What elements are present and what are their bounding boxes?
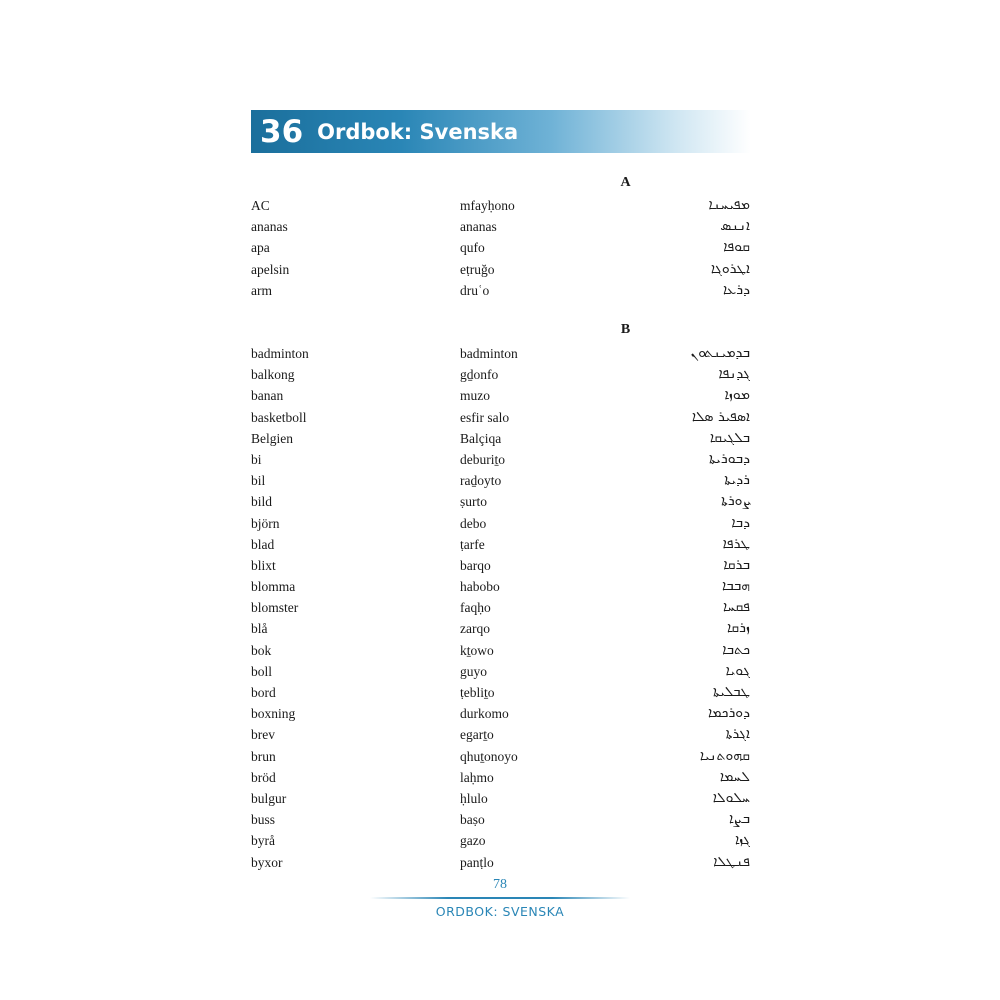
swedish-word: AC [251, 198, 270, 213]
syriac-word: ܪܕܝܬܐ [724, 472, 750, 489]
syriac-word: ܟܬܒܐ [722, 641, 750, 658]
transliteration: faqḥo [460, 600, 491, 616]
transliteration: ananas [460, 219, 497, 235]
swedish-word: bil [251, 473, 266, 489]
swedish-word: bulgur [251, 790, 287, 806]
dictionary-entry [251, 767, 750, 788]
syriac-word: ܒܪܩܐ [723, 556, 750, 573]
swedish-word: bröd [251, 769, 276, 785]
syriac-word: ܠܚܡܐ [719, 768, 750, 785]
swedish-word: björn [251, 515, 280, 531]
syriac-word: ܐܢܢܣ [720, 218, 750, 235]
swedish-word: boxning [251, 706, 296, 722]
transliteration: barqo [460, 557, 491, 573]
transliteration: zarqo [460, 621, 490, 637]
syriac-word: ܛܒܠܝܬܐ [712, 684, 750, 700]
dictionary-entry [251, 216, 750, 237]
swedish-word: bi [251, 451, 262, 467]
swedish-word: bok [251, 642, 272, 658]
swedish-word: blå [251, 621, 268, 637]
transliteration: ṣurto [460, 494, 487, 510]
section-a-entries [251, 195, 750, 301]
syriac-word: ܕܪܥܐ [722, 281, 750, 298]
dictionary-entry [251, 364, 750, 385]
transliteration: habobo [460, 579, 500, 595]
swedish-word: blomster [251, 600, 299, 616]
swedish-word: arm [251, 282, 272, 298]
transliteration: panṭlo [460, 854, 494, 870]
swedish-word: Belgien [251, 430, 293, 446]
syriac-word: ܐܓܪܬܐ [725, 726, 750, 743]
dictionary-entry [251, 640, 750, 661]
dictionary-entry [251, 682, 750, 703]
dictionary-entry [251, 852, 750, 873]
dictionary-entry [251, 703, 750, 724]
syriac-word: ܙܪܩܐ [726, 620, 750, 637]
transliteration: eṭruğo [460, 261, 495, 277]
dictionary-entry [251, 724, 750, 745]
syriac-word: ܡܘܙܐ [724, 387, 750, 404]
swedish-word: basketboll [251, 409, 307, 425]
section-b-entries [251, 343, 750, 873]
chapter-header [251, 110, 751, 153]
swedish-word: badminton [251, 346, 309, 361]
syriac-word: ܚܠܘܠܐ [712, 789, 750, 806]
syriac-word: ܩܗܘܬܢܝܐ [699, 747, 750, 764]
transliteration: gazo [460, 833, 486, 849]
syriac-word: ܐܛܪܘܓܐ [710, 260, 750, 277]
syriac-word: ܒܨܐ [729, 811, 750, 828]
dictionary-entry [251, 809, 750, 830]
transliteration: ṭarfe [460, 536, 485, 552]
dictionary-entry [251, 576, 750, 597]
dictionary-entry [251, 470, 750, 491]
dictionary-entry [251, 830, 750, 851]
syriac-word: ܓܕܢܦܐ [718, 366, 750, 383]
transliteration: gḏonfo [460, 367, 499, 383]
dictionary-entry [251, 746, 750, 767]
syriac-word: ܨܘܪܬܐ [721, 493, 750, 510]
dictionary-entry [251, 661, 750, 682]
syriac-word: ܩܘܦܐ [723, 239, 750, 256]
dictionary-entry [251, 237, 750, 258]
swedish-word: bord [251, 685, 276, 700]
transliteration: druʿo [460, 282, 490, 298]
dictionary-entry [251, 513, 750, 534]
syriac-word: ܕܒܘܪܝܬܐ [708, 450, 750, 467]
syriac-word: ܛܪܦܐ [722, 535, 750, 552]
swedish-word: blomma [251, 579, 296, 595]
transliteration: guyo [460, 663, 487, 679]
chapter-number: 36 [260, 113, 304, 150]
syriac-word: ܐܣܦܝܪ ܣܠܐ [691, 408, 750, 425]
transliteration: raḏoyto [460, 473, 502, 489]
syriac-word: ܒܠܓܝܩܐ [709, 429, 750, 446]
swedish-word: byxor [251, 854, 283, 870]
page-number: 78 [493, 877, 507, 892]
swedish-word: ananas [251, 219, 288, 235]
dictionary-entry [251, 788, 750, 809]
dictionary-entry [251, 555, 750, 576]
swedish-word: bild [251, 494, 273, 510]
dictionary-entry [251, 407, 750, 428]
transliteration: muzo [460, 388, 490, 404]
swedish-word: apa [251, 240, 270, 256]
syriac-word: ܦܩܚܐ [723, 599, 750, 616]
dictionary-entry [251, 449, 750, 470]
transliteration: qhuṯonoyo [460, 748, 518, 764]
swedish-word: banan [251, 388, 284, 404]
section-heading-b: B [620, 322, 631, 337]
dictionary-entry [251, 195, 750, 216]
transliteration: egarṯo [460, 727, 494, 743]
swedish-word: blad [251, 536, 275, 552]
swedish-word: balkong [251, 367, 295, 383]
dictionary-entry [251, 428, 750, 449]
transliteration: kṯowo [460, 642, 494, 658]
transliteration: ṭebliṯo [460, 685, 495, 700]
swedish-word: apelsin [251, 261, 290, 277]
swedish-word: blixt [251, 557, 276, 573]
swedish-word: brun [251, 748, 276, 764]
dictionary-entry [251, 385, 750, 406]
syriac-word: ܓܘܝܐ [725, 662, 750, 679]
swedish-word: byrå [251, 833, 275, 849]
transliteration: esfir salo [460, 409, 510, 425]
swedish-word: brev [251, 727, 275, 743]
running-title: ORDBOK: SVENSKA [435, 904, 565, 919]
transliteration: laḥmo [460, 769, 494, 785]
dictionary-entry [251, 491, 750, 512]
dictionary-entry [251, 343, 750, 364]
swedish-word: boll [251, 663, 273, 679]
syriac-word: ܡܦܝܚܢܐ [708, 197, 750, 213]
section-heading-a: A [620, 175, 631, 190]
transliteration: debo [460, 515, 487, 531]
transliteration: baṣo [460, 812, 485, 828]
transliteration: qufo [460, 240, 485, 256]
syriac-word: ܦܢܛܠܐ [713, 853, 750, 870]
dictionary-entry [251, 259, 750, 280]
transliteration: durkomo [460, 706, 509, 722]
transliteration: badminton [460, 346, 518, 361]
dictionary-entry [251, 597, 750, 618]
swedish-word: buss [251, 812, 276, 828]
dictionary-entry [251, 534, 750, 555]
syriac-word: ܕܘܪܟܡܐ [708, 705, 750, 722]
dictionary-entry [251, 618, 750, 639]
dictionary-entry [251, 280, 750, 301]
transliteration: deburiṯo [460, 451, 505, 467]
transliteration: Balçiqa [460, 430, 502, 446]
chapter-title: Ordbok: Svenska [317, 119, 519, 144]
syriac-word: ܓܙܐ [734, 832, 750, 849]
footer-divider [370, 897, 630, 899]
transliteration: mfayḥono [460, 198, 515, 213]
syriac-word: ܒܕܡܝܢܬܘܢ [690, 345, 750, 361]
syriac-word: ܗܒܒܐ [721, 578, 750, 595]
syriac-word: ܕܒܐ [731, 514, 750, 531]
transliteration: ḥlulo [460, 790, 488, 806]
